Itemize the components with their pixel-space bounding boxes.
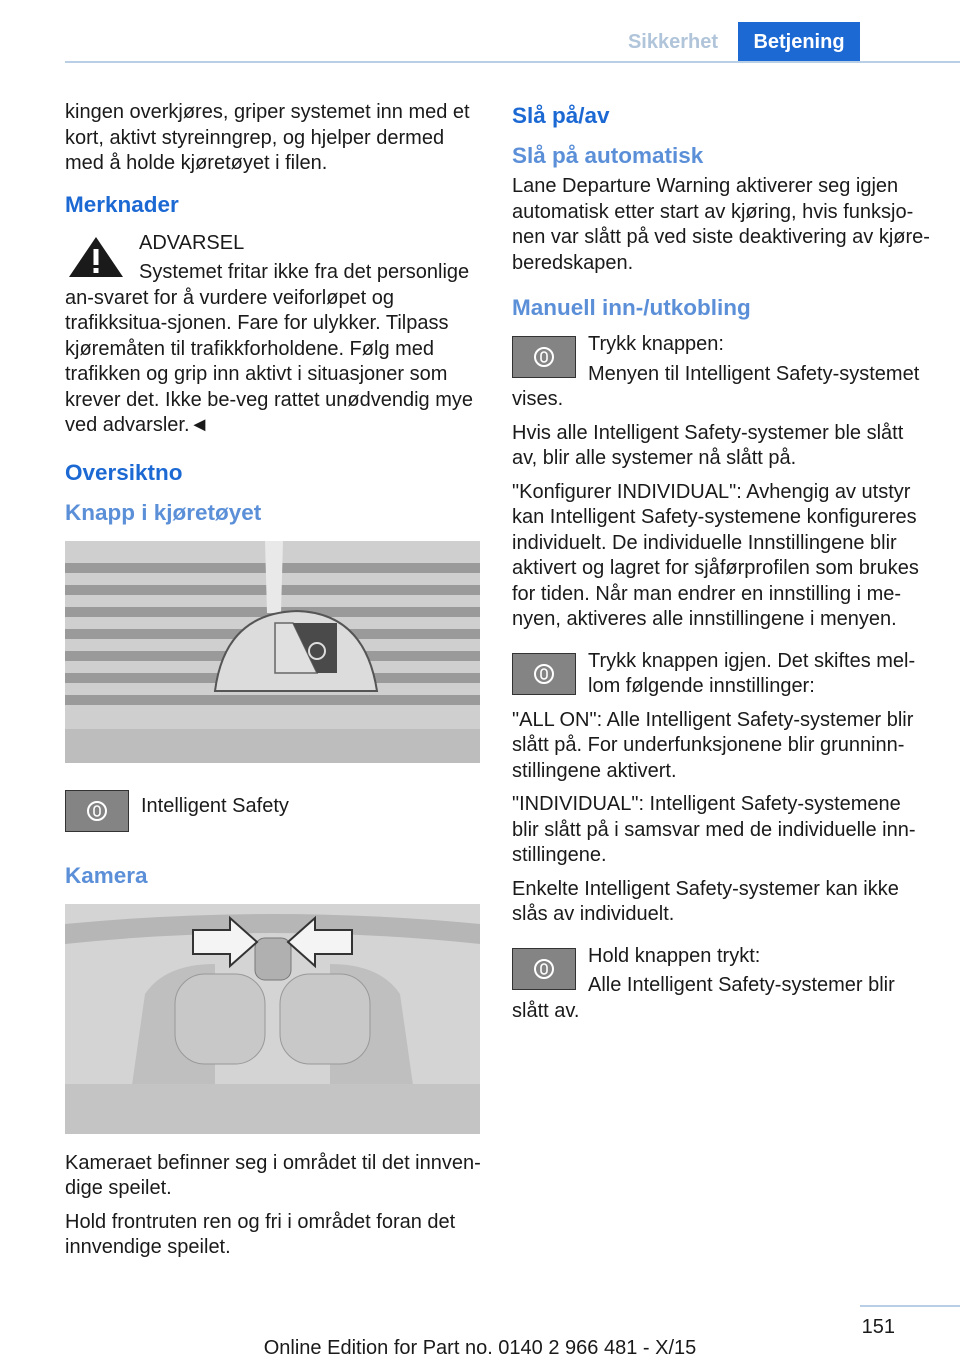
warning-triangle-icon [65,235,127,279]
tab-sikkerhet[interactable]: Sikkerhet [627,31,719,53]
step-3 [512,944,930,1025]
camera-text-1: Kameraet befinner seg i området til det innven-dige speilet. [65,1151,481,1199]
warning-text: Systemet fritar ikke fra det personlige an-svaret for å vurdere veiforløpet og trafikksitua-sjonen. Fare for ulykker. Tilpass kjøremåten til trafikkforholdene. Følg med trafikken og grip inn aktivt i situasjoner som krever det. Ikke be-veg rattet unødvendig mye ved advarsler.◄ [65,261,473,436]
auto-text: Lane Departure Warning aktiverer seg igjen automatisk etter start av kjøring, hvis funksjo-nen var slått på ved siste deaktivering av kjøre-beredskapen. [512,175,930,274]
onoff-heading: Slå på/av [512,103,610,128]
intro-text: kingen overkjøres, griper systemet inn med et kort, aktivt styreinngrep, og hjelper dermed med å holde kjøretøyet i filen. [65,101,470,174]
button-heading: Knapp i kjøretøyet [65,499,262,525]
step-3-instruction: Hold knappen trykt: [588,944,761,967]
para-1: Hvis alle Intelligent Safety-systemer ble slått av, blir alle systemer nå slått på. [512,421,904,469]
notes-heading: Merknader [65,191,179,217]
intelligent-safety-key [65,790,129,832]
step-1-instruction: Trykk knappen: [588,333,724,355]
camera-text-2: Hold frontruten ren og fri i området foran det innvendige speilet. [65,1210,456,1258]
button-caption: Intelligent Safety [141,794,289,817]
intelligent-safety-key [512,653,576,695]
auto-heading: Slå på automatisk [512,143,704,168]
left-column [65,100,483,1269]
step-1 [512,332,930,413]
camera-heading: Kamera [65,862,148,888]
para-5: Enkelte Intelligent Safety-systemer kan ikke slås av individuelt. [512,877,899,925]
warning-block [65,231,483,439]
intelligent-safety-key [512,336,576,378]
footer-rule [860,1305,960,1307]
para-2: "Konfigurer INDIVIDUAL": Avhengig av utstyr kan Intelligent Safety-systemene konfigureres individuelt. De individuelle Innstillingene blir aktivert og lagret for sjåførprofilen som brukes for tiden. Når man endrer en innstilling i me-nyen, aktiveres alle innstillingene i menyen. [512,480,919,630]
para-3: "ALL ON": Alle Intelligent Safety-systemer blir slått på. For underfunksjonene blir grunninn-stillingene aktivert. [512,708,914,782]
camera-photo [65,904,480,1134]
dashboard-button-photo [65,541,480,763]
edition-footer: Online Edition for Part no. 0140 2 966 481 - X/15 [263,1337,697,1359]
step-3-result: Alle Intelligent Safety-systemer blir slått av. [512,974,895,1022]
para-4: "INDIVIDUAL": Intelligent Safety-systemene blir slått på i samsvar med de individuelle inn-stillingene. [512,793,916,866]
intelligent-safety-icon [86,800,108,822]
intelligent-safety-icon [533,663,555,685]
header-rule [65,61,960,63]
overview-heading: Oversiktno [65,459,183,485]
step-2 [512,649,930,708]
warning-title: ADVARSEL [139,231,245,254]
tab-betjening[interactable]: Betjening [738,22,860,62]
step-1-result: Menyen til Intelligent Safety-systemet vises. [512,362,920,410]
step-2-instruction: Trykk knappen igjen. Det skiftes mel-lom følgende innstillinger: [588,649,916,697]
intelligent-safety-icon [533,958,555,980]
page-number: 151 [861,1316,895,1338]
right-column [512,100,930,1032]
intelligent-safety-icon [533,346,555,368]
intelligent-safety-key [512,948,576,990]
manual-heading: Manuell inn-/utkobling [512,295,751,320]
